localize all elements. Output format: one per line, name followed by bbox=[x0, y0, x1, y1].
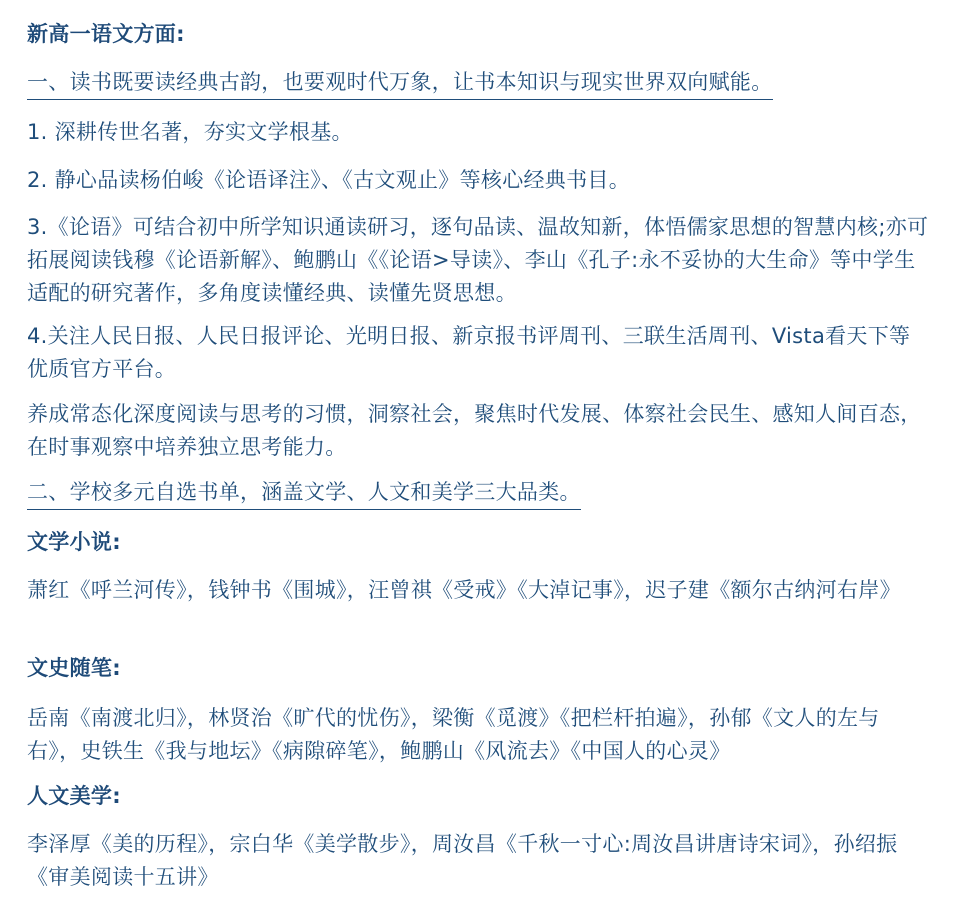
list-item-4: 4.关注人民日报、人民日报评论、光明日报、新京报书评周刊、三联生活周刊、Vista看天下等优质官方平台。 bbox=[27, 324, 911, 381]
category-books-aesthetics: 李泽厚《美的历程》，宗白华《美学散步》，周汝昌《千秋一寸心:周汝昌讲唐诗宋词》，孙绍振《审美阅读十五讲》 bbox=[27, 832, 898, 889]
category-books-literature: 萧红《呼兰河传》，钱钟书《围城》，汪曾祺《受戒》《大淖记事》，迟子建《额尔古纳河右岸》 bbox=[27, 578, 901, 602]
body-paragraph: 养成常态化深度阅读与思考的习惯，洞察社会，聚焦时代发展、体察社会民生、感知人间百态，在时事观察中培养独立思考能力。 bbox=[27, 402, 922, 459]
category-title-aesthetics: 人文美学: bbox=[27, 784, 121, 808]
list-item-3: 3.《论语》可结合初中所学知识通读研习，逐句品读、温故知新，体悟儒家思想的智慧内核;亦可拓展阅读钱穆《论语新解》、鲍鹏山《《论语>导读》、李山《孔子:永不妥协的大生命》等中学生适配的研究著作，多角度读懂经典、读懂先贤思想。 bbox=[27, 215, 929, 305]
section-heading-1 bbox=[27, 66, 930, 100]
section-heading-2-text: 二、学校多元自选书单，涵盖文学、人文和美学三大品类。 bbox=[27, 477, 581, 510]
page-title: 新高一语文方面: bbox=[27, 22, 185, 46]
list-item-2: 2. 静心品读杨伯峻《论语译注》、《古文观止》等核心经典书目。 bbox=[27, 168, 631, 192]
section-heading-1-text: 一、读书既要读经典古韵，也要观时代万象，让书本知识与现实世界双向赋能。 bbox=[27, 67, 773, 100]
category-title-essays: 文史随笔: bbox=[27, 656, 121, 680]
section-heading-2 bbox=[27, 476, 930, 510]
category-books-essays: 岳南《南渡北归》，林贤治《旷代的忧伤》，梁衡《觅渡》《把栏杆拍遍》，孙郁《文人的左与右》，史铁生《我与地坛》《病隙碎笔》，鲍鹏山《风流去》《中国人的心灵》 bbox=[27, 706, 880, 763]
list-item-1: 1. 深耕传世名著，夯实文学根基。 bbox=[27, 120, 353, 144]
category-title-literature: 文学小说: bbox=[27, 530, 121, 554]
